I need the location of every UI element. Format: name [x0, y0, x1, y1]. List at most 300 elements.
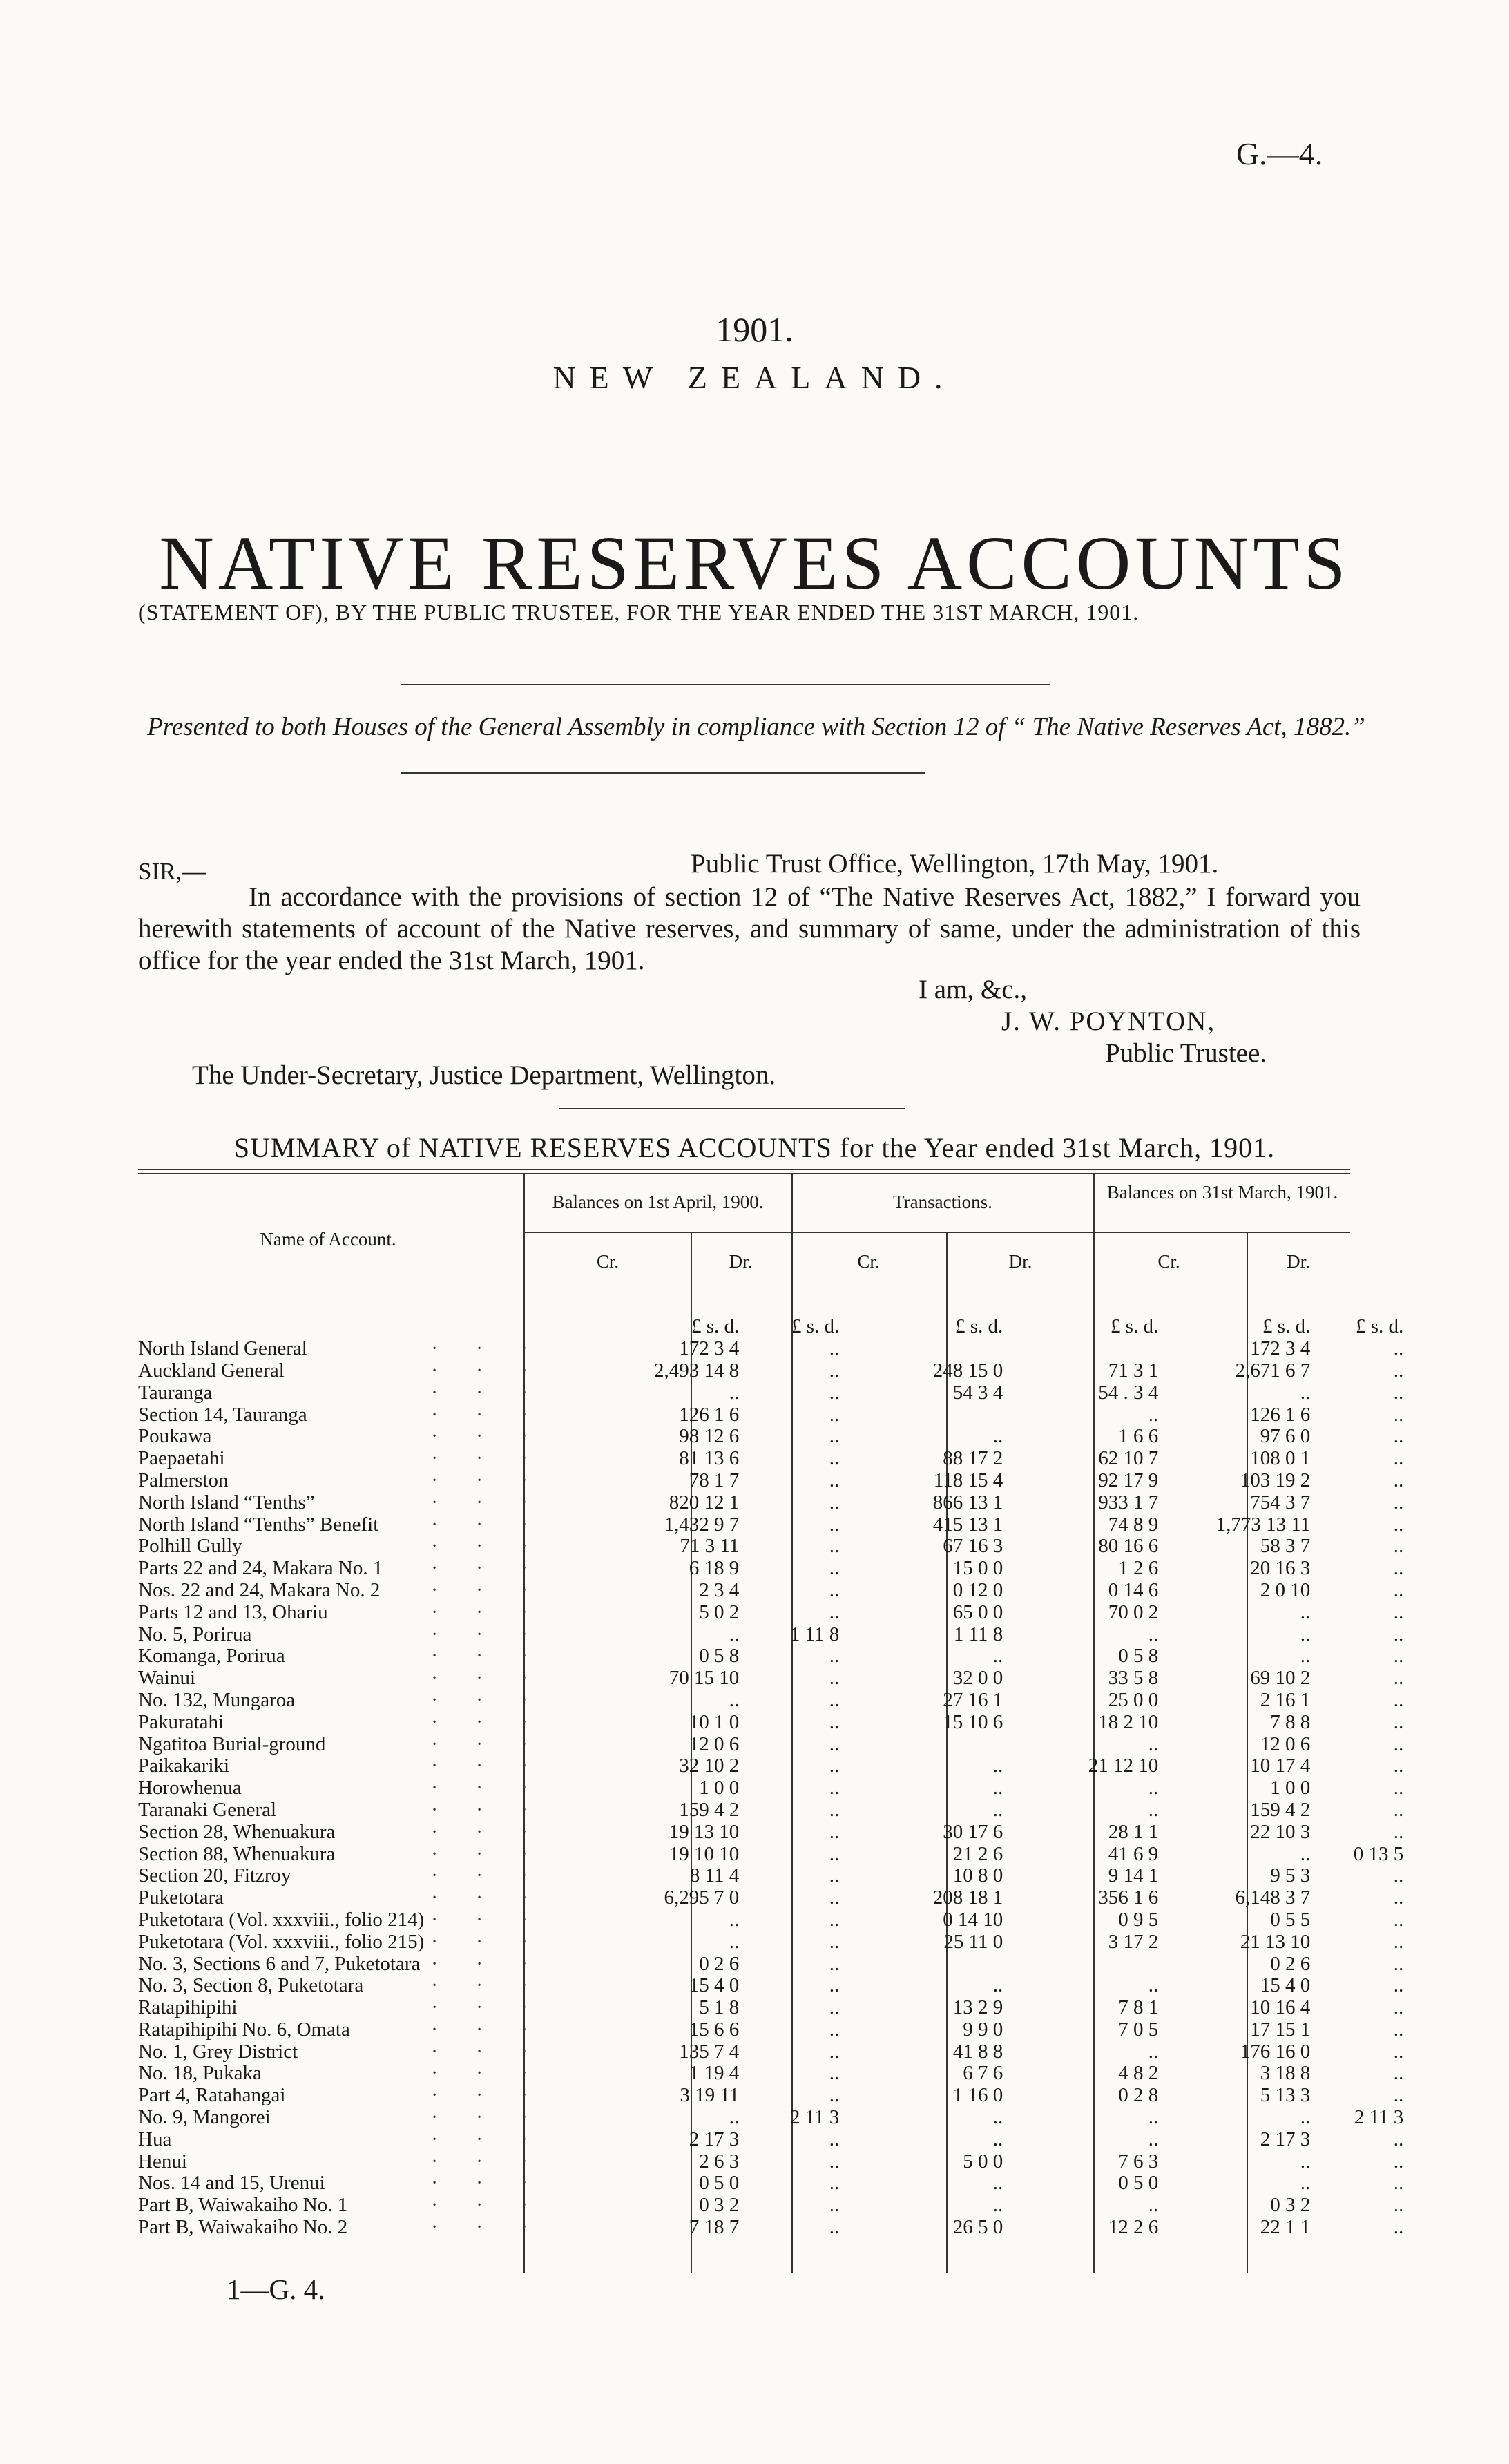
amount-cell-tcr: 41 8 8 — [952, 2041, 1003, 2063]
amount-cell-b01cr: 6,148 3 7 — [1235, 1887, 1311, 1909]
header-balances-1901: Balances on 31st March, 1901. — [1106, 1182, 1338, 1203]
header-dr: Dr. — [1287, 1251, 1310, 1272]
amount-cell-b01cr: 17 15 1 — [1250, 2018, 1311, 2041]
amount-cell-b00dr: .. — [829, 1579, 840, 1601]
amount-cell-tcr: 1 11 8 — [953, 1623, 1003, 1645]
amount-cell-b01dr: .. — [1393, 2172, 1404, 2195]
amount-cell-b01cr: 2 17 3 — [1260, 2128, 1311, 2150]
leader-dots: · · · — [431, 1337, 544, 1360]
amount-cell-b00dr: .. — [829, 1843, 840, 1865]
leader-dots: · · · — [431, 1382, 544, 1404]
amount-cell-b00cr: 1,432 9 7 — [664, 1513, 740, 1536]
leader-dots: · · · — [431, 1359, 544, 1382]
amount-cell-tcr: 26 5 0 — [952, 2216, 1003, 2239]
header-transactions: Transactions. — [893, 1192, 992, 1212]
amount-cell-b01cr: 22 10 3 — [1250, 1821, 1311, 1843]
amount-cell-b01cr: 12 0 6 — [1260, 1733, 1311, 1755]
amount-cell-b00cr: 7 18 7 — [689, 2216, 740, 2239]
amount-cell-b01dr: .. — [1393, 1755, 1404, 1777]
amount-cell-b01cr: 2,671 6 7 — [1235, 1359, 1311, 1382]
amount-cell-tdr: 7 0 5 — [1118, 2018, 1159, 2041]
amount-cell-b01dr: .. — [1393, 1404, 1404, 1426]
units-cell: £ s. d. — [1111, 1316, 1159, 1338]
amount-cell-tdr: 12 2 6 — [1108, 2216, 1159, 2239]
amount-cell-b00cr: 0 5 0 — [699, 2172, 740, 2195]
amount-cell-b00cr: 2 6 3 — [699, 2150, 740, 2172]
amount-cell-b00cr: 15 6 6 — [689, 2018, 740, 2041]
account-name: Nos. 14 and 15, Urenui — [138, 2172, 325, 2195]
amount-cell-b00dr: .. — [829, 1755, 840, 1777]
table-row — [138, 2128, 1413, 2150]
amount-cell-b00cr: 6,295 7 0 — [664, 1887, 740, 1909]
table-row — [138, 2063, 1413, 2085]
account-name: Puketotara — [138, 1887, 224, 1909]
amount-cell-b01dr: .. — [1393, 2216, 1404, 2239]
amount-cell-b00cr: 1 0 0 — [699, 1777, 740, 1799]
amount-cell-b00cr: .. — [729, 1623, 740, 1645]
table-row — [138, 1601, 1413, 1623]
account-name: Paepaetahi — [138, 1447, 225, 1470]
amount-cell-tcr: 13 2 9 — [952, 1996, 1003, 2019]
units-cell: £ s. d. — [691, 1316, 740, 1338]
amount-cell-b00dr: .. — [829, 2063, 840, 2085]
table-row — [138, 2217, 1413, 2239]
amount-cell-tcr: .. — [992, 2194, 1003, 2217]
letter-body: In accordance with the provisions of section 12 of “The Native Reserves Act, 1882,” I forward you herewith statements of account of the Native reserves, and summary of same, under the administration of this office for the year ended the 31st March, 1901. — [138, 882, 1361, 975]
amount-cell-b01dr: .. — [1393, 1491, 1404, 1513]
units-row — [138, 1316, 1413, 1338]
amount-cell-b01cr: .. — [1300, 2172, 1311, 2195]
leader-dots: · · · — [431, 2150, 544, 2172]
amount-cell-b00cr: .. — [729, 1931, 740, 1953]
table-row — [138, 1623, 1413, 1645]
amount-cell-b00dr: .. — [829, 1557, 840, 1580]
leader-dots: · · · — [431, 1996, 544, 2019]
amount-cell-b01dr: .. — [1393, 1359, 1404, 1382]
amount-cell-b00cr: 5 1 8 — [699, 1996, 740, 2019]
leader-dots: · · · — [431, 1974, 544, 1997]
letter-place-date: Public Trust Office, Wellington, 17th May, 1901. — [691, 849, 1219, 879]
amount-cell-tdr: 9 14 1 — [1108, 1864, 1159, 1887]
amount-cell-b00cr: 172 3 4 — [679, 1337, 740, 1360]
amount-cell-tdr: 0 14 6 — [1108, 1579, 1159, 1601]
amount-cell-b01cr: 172 3 4 — [1250, 1337, 1311, 1360]
units-spacer — [424, 1316, 576, 1338]
account-name: Poukawa — [138, 1425, 212, 1448]
leader-dots: · · · — [431, 1799, 544, 1821]
amount-cell-tcr: .. — [992, 1755, 1003, 1777]
amount-cell-tdr: 28 1 1 — [1108, 1821, 1159, 1843]
table-row — [138, 1799, 1413, 1822]
table-row — [138, 1711, 1413, 1733]
account-name: No. 132, Mungaroa — [138, 1689, 296, 1711]
table-row — [138, 2195, 1413, 2217]
amount-cell-b01dr: .. — [1393, 1777, 1404, 1799]
amount-cell-tdr — [1012, 1338, 1168, 1360]
amount-cell-b00cr: 2,493 14 8 — [654, 1359, 740, 1382]
amount-cell-b01dr: .. — [1393, 1667, 1404, 1690]
table-row — [138, 1645, 1413, 1668]
amount-cell-b01dr: 0 13 5 — [1353, 1843, 1404, 1865]
table-row — [138, 1668, 1413, 1690]
letter-signature: J. W. POYNTON, — [1001, 1006, 1216, 1036]
amount-cell-b01dr: .. — [1393, 2041, 1404, 2063]
amount-cell-tcr — [849, 1404, 1012, 1426]
amount-cell-b00cr: 820 12 1 — [669, 1491, 740, 1513]
amount-cell-tdr: 18 2 10 — [1098, 1711, 1159, 1733]
amount-cell-tdr: 4 8 2 — [1118, 2063, 1159, 2085]
amount-cell-b00cr: 19 10 10 — [669, 1843, 740, 1865]
amount-cell-tcr: .. — [992, 1799, 1003, 1821]
amount-cell-b00dr: .. — [829, 1689, 840, 1711]
leader-dots: · · · — [431, 1821, 544, 1843]
leader-dots: · · · — [431, 1909, 544, 1931]
amount-cell-b00cr: 8 11 4 — [689, 1864, 740, 1887]
amount-cell-b01dr: .. — [1393, 1513, 1404, 1536]
units-spacer — [138, 1316, 424, 1338]
amount-cell-b01cr: 1 0 0 — [1270, 1777, 1311, 1799]
country-heading: NEW ZEALAND. — [552, 360, 957, 395]
account-name: Tauranga — [138, 1382, 213, 1404]
amount-cell-b00dr: .. — [829, 1996, 840, 2019]
amount-cell-b00dr: .. — [829, 1469, 840, 1491]
account-name: Ratapihipihi No. 6, Omata — [138, 2018, 350, 2041]
amount-cell-b01cr: .. — [1300, 1623, 1311, 1645]
amount-cell-b00dr: .. — [829, 1337, 840, 1360]
amount-cell-b00dr: .. — [829, 2041, 840, 2063]
amount-cell-tcr: .. — [992, 1645, 1003, 1668]
table-row — [138, 1821, 1413, 1843]
leader-dots: · · · — [431, 1645, 544, 1668]
amount-cell-tdr: 71 3 1 — [1108, 1359, 1159, 1382]
leader-dots: · · · — [431, 1843, 544, 1865]
amount-cell-b01cr: .. — [1300, 1843, 1311, 1865]
amount-cell-b01cr: 10 17 4 — [1250, 1755, 1311, 1777]
amount-cell-b00dr: .. — [829, 2084, 840, 2107]
amount-cell-b00cr: 71 3 11 — [680, 1535, 740, 1558]
table-row — [138, 2085, 1413, 2107]
account-name: Part 4, Ratahangai — [138, 2084, 286, 2107]
header-cr: Cr. — [596, 1251, 619, 1272]
amount-cell-b01cr: 0 2 6 — [1270, 1953, 1311, 1975]
leader-dots: · · · — [431, 1469, 544, 1491]
table-row — [138, 2107, 1413, 2129]
amount-cell-b01cr: 1,773 13 11 — [1215, 1513, 1311, 1536]
table-row — [138, 1404, 1413, 1426]
amount-cell-tdr: 25 0 0 — [1108, 1689, 1159, 1711]
amount-cell-b00dr: .. — [829, 2216, 840, 2239]
amount-cell-b00dr: .. — [829, 1601, 840, 1623]
amount-cell-b00dr: .. — [829, 1864, 840, 1887]
amount-cell-b01dr: .. — [1393, 1821, 1404, 1843]
account-name: No. 1, Grey District — [138, 2041, 298, 2063]
amount-cell-b01dr: 2 11 3 — [1354, 2106, 1404, 2129]
table-row — [138, 1491, 1413, 1513]
amount-cell-tcr: 6 7 6 — [963, 2063, 1003, 2085]
amount-cell-tdr: 7 6 3 — [1118, 2150, 1159, 2172]
header-dr: Dr. — [1008, 1251, 1032, 1272]
amount-cell-tcr: 30 17 6 — [943, 1821, 1003, 1843]
amount-cell-tdr: 1 2 6 — [1118, 1557, 1159, 1580]
letter-salutation: SIR,— — [138, 858, 206, 885]
amount-cell-b01cr: 103 19 2 — [1240, 1469, 1311, 1491]
amount-cell-tcr: 65 0 0 — [952, 1601, 1003, 1623]
account-name: Henui — [138, 2150, 187, 2172]
amount-cell-tcr: 21 2 6 — [952, 1843, 1003, 1865]
amount-cell-b01cr: .. — [1300, 2150, 1311, 2172]
table-row — [138, 1931, 1413, 1953]
amount-cell-b00cr: 19 13 10 — [669, 1821, 740, 1843]
page-reference: G.—4. — [1236, 136, 1323, 171]
units-cell: £ s. d. — [791, 1316, 840, 1338]
account-name: Palmerston — [138, 1469, 229, 1491]
amount-cell-b01dr: .. — [1393, 1337, 1404, 1360]
table-row — [138, 1338, 1413, 1360]
amount-cell-b01cr: 2 16 1 — [1260, 1689, 1311, 1711]
account-name: Part B, Waiwakaiho No. 1 — [138, 2194, 348, 2217]
amount-cell-tcr: 54 3 4 — [952, 1382, 1003, 1404]
leader-dots: · · · — [431, 1623, 544, 1645]
account-name: Puketotara (Vol. xxxviii., folio 214) — [138, 1909, 425, 1931]
amount-cell-b01dr: .. — [1393, 1711, 1404, 1733]
amount-cell-b00dr: .. — [829, 1777, 840, 1799]
document-subtitle: (STATEMENT OF), BY THE PUBLIC TRUSTEE, FOR THE YEAR ENDED THE 31ST MARCH, 1901. — [138, 600, 1140, 624]
amount-cell-b00dr: .. — [829, 2018, 840, 2041]
account-name: Section 28, Whenuakura — [138, 1821, 336, 1843]
amount-cell-tdr: 74 8 9 — [1108, 1513, 1159, 1536]
amount-cell-b01cr: 21 13 10 — [1240, 1931, 1311, 1953]
account-name: Auckland General — [138, 1359, 285, 1382]
amount-cell-tcr: 415 13 1 — [932, 1513, 1003, 1536]
amount-cell-b00cr: 1 19 4 — [689, 2063, 740, 2085]
account-name: No. 9, Mangorei — [138, 2106, 271, 2129]
amount-cell-tcr: 25 11 0 — [943, 1931, 1003, 1953]
header-name-of-account: Name of Account. — [260, 1229, 396, 1250]
amount-cell-b00cr: 6 18 9 — [689, 1557, 740, 1580]
leader-dots: · · · — [431, 2128, 544, 2150]
amount-cell-b01dr: .. — [1393, 2063, 1404, 2085]
table-row — [138, 1360, 1413, 1382]
amount-cell-tdr: 356 1 6 — [1098, 1887, 1159, 1909]
units-cell: £ s. d. — [955, 1316, 1003, 1338]
amount-cell-tcr — [849, 1733, 1012, 1755]
amount-cell-b00dr: .. — [829, 2128, 840, 2150]
amount-cell-b01dr: .. — [1393, 1601, 1404, 1623]
amount-cell-b01cr: .. — [1300, 1382, 1311, 1404]
amount-cell-b01cr: 22 1 1 — [1260, 2216, 1311, 2239]
amount-cell-b00cr: .. — [729, 1382, 740, 1404]
amount-cell-b01dr: .. — [1393, 2194, 1404, 2217]
header-dr: Dr. — [729, 1251, 753, 1272]
table-row — [138, 2172, 1413, 2195]
units-cell: £ s. d. — [1356, 1316, 1404, 1338]
amount-cell-b00dr: .. — [829, 1491, 840, 1513]
table-row — [138, 1953, 1413, 1975]
amount-cell-b01cr: 58 3 7 — [1260, 1535, 1311, 1558]
amount-cell-b01dr: .. — [1393, 1909, 1404, 1931]
amount-cell-b00cr: 2 3 4 — [699, 1579, 740, 1601]
leader-dots: · · · — [431, 2018, 544, 2041]
amount-cell-b00dr: .. — [829, 1425, 840, 1448]
amount-cell-tcr: 0 12 0 — [952, 1579, 1003, 1601]
amount-cell-tcr: .. — [992, 2128, 1003, 2150]
amount-cell-b00dr: .. — [829, 1887, 840, 1909]
table-row — [138, 1755, 1413, 1777]
amount-cell-b01cr: 97 6 0 — [1260, 1425, 1311, 1448]
table-row — [138, 1448, 1413, 1470]
leader-dots: · · · — [431, 2194, 544, 2217]
leader-dots: · · · — [431, 1557, 544, 1580]
amount-cell-b01dr: .. — [1393, 1623, 1404, 1645]
amount-cell-b01dr: .. — [1393, 1887, 1404, 1909]
table-row — [138, 1690, 1413, 1712]
amount-cell-tdr: 54 . 3 4 — [1098, 1382, 1159, 1404]
letter-closing: I am, &c., — [919, 975, 1028, 1004]
account-name: No. 3, Sections 6 and 7, Puketotara — [138, 1953, 421, 1975]
amount-cell-tdr: .. — [1148, 1777, 1159, 1799]
amount-cell-b00cr: 0 5 8 — [699, 1645, 740, 1668]
amount-cell-b00cr: 15 4 0 — [689, 1974, 740, 1997]
amount-cell-b00cr: 70 15 10 — [669, 1667, 740, 1690]
header-balances-1900: Balances on 1st April, 1900. — [552, 1192, 764, 1212]
amount-cell-b00cr: 0 2 6 — [699, 1953, 740, 1975]
amount-cell-b01cr: 10 16 4 — [1250, 1996, 1311, 2019]
summary-title: SUMMARY of NATIVE RESERVES ACCOUNTS for the Year ended 31st March, 1901. — [233, 1132, 1276, 1163]
table-top-rule — [138, 1169, 1350, 1170]
leader-dots: · · · — [431, 1711, 544, 1733]
amount-cell-b01dr: .. — [1393, 2084, 1404, 2107]
amount-cell-b01cr: 3 18 8 — [1260, 2063, 1311, 2085]
amount-cell-b01dr: .. — [1393, 1579, 1404, 1601]
amount-cell-b00cr: 2 17 3 — [689, 2128, 740, 2150]
table-row — [138, 2041, 1413, 2063]
amount-cell-b01dr: .. — [1393, 1425, 1404, 1448]
amount-cell-b00dr: .. — [829, 1447, 840, 1470]
account-name: No. 5, Porirua — [138, 1623, 252, 1645]
letter-recipient: The Under-Secretary, Justice Department, Wellington. — [192, 1060, 776, 1090]
account-name: Section 14, Tauranga — [138, 1404, 307, 1426]
amount-cell-tdr: 933 1 7 — [1098, 1491, 1159, 1513]
amount-cell-tcr: 15 0 0 — [952, 1557, 1003, 1580]
account-name: North Island “Tenths” Benefit — [138, 1513, 379, 1536]
amount-cell-tcr: .. — [992, 1974, 1003, 1997]
amount-cell-b00cr: 3 19 11 — [680, 2084, 740, 2107]
leader-dots: · · · — [431, 2172, 544, 2195]
amount-cell-b00cr: 12 0 6 — [689, 1733, 740, 1755]
leader-dots: · · · — [431, 1447, 544, 1470]
summary-table-body — [138, 1316, 1413, 2238]
amount-cell-b00cr: 10 1 0 — [689, 1711, 740, 1733]
amount-cell-b01cr: 15 4 0 — [1260, 1974, 1311, 1997]
leader-dots: · · · — [431, 1931, 544, 1953]
amount-cell-tdr: .. — [1148, 1623, 1159, 1645]
amount-cell-tcr: 0 14 10 — [943, 1909, 1003, 1931]
amount-cell-b01cr: 2 0 10 — [1260, 1579, 1311, 1601]
account-name: No. 18, Pukaka — [138, 2063, 262, 2085]
amount-cell-b01dr: .. — [1393, 1557, 1404, 1580]
amount-cell-b00dr: .. — [829, 1535, 840, 1558]
amount-cell-b01cr: 20 16 3 — [1250, 1557, 1311, 1580]
table-row — [138, 1733, 1413, 1755]
leader-dots: · · · — [431, 2063, 544, 2085]
leader-dots: · · · — [431, 2041, 544, 2063]
divider — [559, 1108, 905, 1109]
amount-cell-tcr: 32 0 0 — [952, 1667, 1003, 1690]
leader-dots: · · · — [431, 1689, 544, 1711]
header-cr: Cr. — [1157, 1251, 1180, 1272]
leader-dots: · · · — [431, 1491, 544, 1513]
amount-cell-b01dr: .. — [1393, 1645, 1404, 1668]
amount-cell-tcr: 208 18 1 — [932, 1887, 1003, 1909]
leader-dots: · · · — [431, 2084, 544, 2107]
amount-cell-b01cr: .. — [1300, 2106, 1311, 2129]
table-row — [138, 1777, 1413, 1799]
presented-note: Presented to both Houses of the General Assembly in compliance with Section 12 of “ The Native Reserves Act, 1882.” — [147, 713, 1365, 741]
leader-dots: · · · — [431, 1953, 544, 1975]
account-name: North Island General — [138, 1337, 307, 1360]
amount-cell-b01dr: .. — [1393, 1974, 1404, 1997]
amount-cell-b00cr: 98 12 6 — [679, 1425, 740, 1448]
account-name: Wainui — [138, 1667, 196, 1690]
amount-cell-tcr: .. — [992, 2172, 1003, 2195]
table-row — [138, 1558, 1413, 1580]
amount-cell-b01cr: 5 13 3 — [1260, 2084, 1311, 2107]
account-name: No. 3, Section 8, Puketotara — [138, 1974, 364, 1997]
document-year: 1901. — [715, 310, 794, 349]
amount-cell-b01dr: .. — [1393, 1447, 1404, 1470]
leader-dots: · · · — [431, 1601, 544, 1623]
amount-cell-b01dr: .. — [1393, 1799, 1404, 1821]
amount-cell-b00cr: 78 1 7 — [689, 1469, 740, 1491]
amount-cell-tcr: 88 17 2 — [943, 1447, 1003, 1470]
amount-cell-tdr: 0 9 5 — [1118, 1909, 1159, 1931]
amount-cell-b00dr: .. — [829, 1645, 840, 1668]
amount-cell-tdr: 0 2 8 — [1118, 2084, 1159, 2107]
amount-cell-b01cr: 754 3 7 — [1250, 1491, 1311, 1513]
table-row — [138, 1426, 1413, 1448]
footer-reference: 1—G. 4. — [227, 2273, 325, 2305]
amount-cell-b01dr: .. — [1393, 2018, 1404, 2041]
amount-cell-tdr: 0 5 0 — [1118, 2172, 1159, 2195]
amount-cell-b00cr: 81 13 6 — [679, 1447, 740, 1470]
account-name: Paikakariki — [138, 1755, 230, 1777]
header-cr: Cr. — [857, 1251, 880, 1272]
divider — [401, 684, 1050, 685]
account-name: Ngatitoa Burial-ground — [138, 1733, 326, 1755]
account-name: Ratapihipihi — [138, 1996, 238, 2019]
leader-dots: · · · — [431, 1887, 544, 1909]
amount-cell-tcr: 67 16 3 — [943, 1535, 1003, 1558]
amount-cell-tdr: 80 16 6 — [1098, 1535, 1159, 1558]
leader-dots: · · · — [431, 1777, 544, 1799]
amount-cell-tdr: 7 8 1 — [1118, 1996, 1159, 2019]
amount-cell-b01dr: .. — [1393, 1931, 1404, 1953]
account-name: Pakuratahi — [138, 1711, 224, 1733]
amount-cell-tdr: 0 5 8 — [1118, 1645, 1159, 1668]
amount-cell-b01dr: .. — [1393, 1535, 1404, 1558]
divider — [401, 772, 925, 774]
amount-cell-b00dr: .. — [829, 1799, 840, 1821]
table-row — [138, 1536, 1413, 1558]
amount-cell-tdr: 33 5 8 — [1108, 1667, 1159, 1690]
amount-cell-tdr: .. — [1148, 2194, 1159, 2217]
amount-cell-tdr: 3 17 2 — [1108, 1931, 1159, 1953]
account-name: Puketotara (Vol. xxxviii., folio 215) — [138, 1931, 425, 1953]
amount-cell-tdr: 92 17 9 — [1098, 1469, 1159, 1491]
amount-cell-b00dr: 2 11 3 — [789, 2106, 840, 2129]
summary-table — [138, 1316, 1413, 2238]
amount-cell-b01cr: 159 4 2 — [1250, 1799, 1311, 1821]
